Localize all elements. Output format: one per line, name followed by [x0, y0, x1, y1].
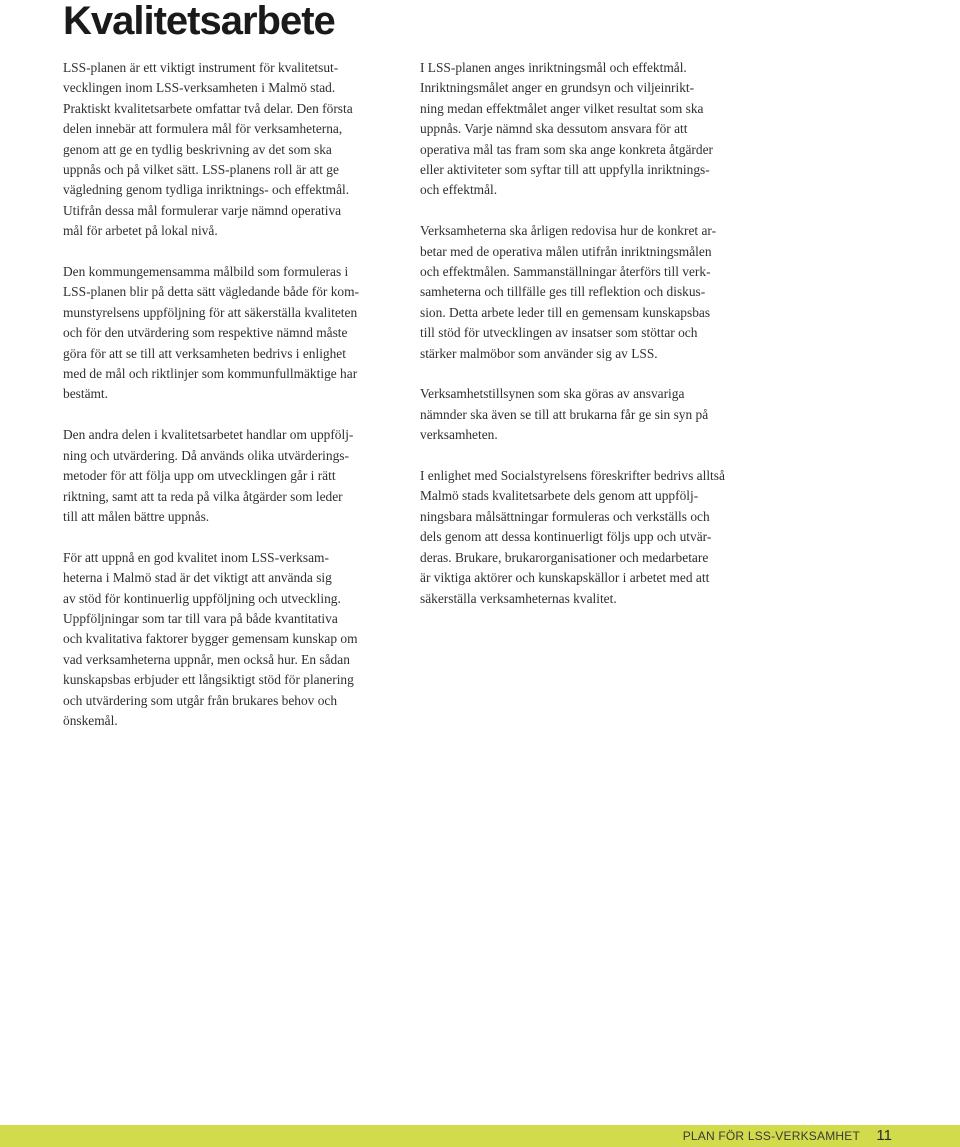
text-line: Verksamhetstillsynen som ska göras av ansvariga — [420, 386, 685, 402]
text-line: sion. Detta arbete leder till en gemensam kunskapsbas — [420, 304, 711, 320]
text-line: Uppföljningar som tar till vara på både kvantitativa — [63, 610, 338, 626]
text-line: stärker malmöbor som använder sig av LSS. — [420, 345, 658, 361]
text-line: För att uppnå en god kvalitet inom LSS-verksam- — [63, 549, 329, 565]
left-column-paragraph — [63, 548, 383, 732]
text-line: LSS-planen blir på detta sätt vägledande både för kom- — [63, 284, 359, 300]
left-column-paragraph — [63, 425, 383, 527]
text-line: med de mål och riktlinjer som kommunfullmäktige har — [63, 366, 358, 382]
text-line: vad verksamheterna uppnår, men också hur. En sådan — [63, 651, 350, 667]
footer-bar — [0, 1125, 960, 1147]
text-line: kunskapsbas erbjuder ett långsiktigt stöd för planering — [63, 672, 354, 688]
text-line: heterna i Malmö stad är det viktigt att använda sig — [63, 570, 332, 586]
text-line: säkerställa verksamheternas kvalitet. — [420, 590, 617, 606]
text-line: och utvärdering som utgår från brukares behov och — [63, 692, 338, 708]
right-text-column — [420, 58, 740, 629]
text-line: uppnås och på vilket sätt. LSS-planens roll är att ge — [63, 162, 339, 178]
text-line: ning och utvärdering. Då används olika utvärderings- — [63, 447, 349, 463]
page-title: Kvalitetsarbete — [63, 0, 335, 43]
right-column-paragraph — [420, 466, 740, 609]
text-line: uppnås. Varje nämnd ska dessutom ansvara för att — [420, 121, 688, 137]
text-line: till stöd för utvecklingen av insatser som stöttar och — [420, 325, 698, 341]
text-line: Malmö stads kvalitetsarbete dels genom att uppfölj- — [420, 488, 699, 504]
text-line: Utifrån dessa mål formulerar varje nämnd operativa — [63, 202, 342, 218]
text-line: I LSS-planen anges inriktningsmål och effektmål. — [420, 60, 687, 75]
text-line: bestämt. — [63, 386, 108, 402]
text-line: vecklingen inom LSS-verksamheten i Malmö stad. — [63, 80, 336, 96]
text-line: Praktiskt kvalitetsarbete omfattar två delar. Den första — [63, 100, 353, 116]
text-line: betar med de operativa målen utifrån inriktningsmålen — [420, 243, 712, 259]
text-line: riktning, samt att ta reda på vilka åtgärder som leder — [63, 488, 343, 504]
text-line: operativa mål tas fram som ska ange konkreta åtgärder — [420, 141, 713, 157]
right-column-paragraph — [420, 221, 740, 364]
text-line: Den andra delen i kvalitetsarbetet handlar om uppfölj- — [63, 427, 354, 443]
text-line: vägledning genom tydliga inriktnings- och effektmål. — [63, 182, 350, 198]
text-line: nämnder ska även se till att brukarna får ge sin syn på — [420, 406, 709, 422]
text-line: genom att ge en tydlig beskrivning av det som ska — [63, 141, 332, 157]
text-line: delen innebär att formulera mål för verksamheterna, — [63, 121, 343, 137]
text-line: munstyrelsens uppföljning för att säkerställa kvaliteten — [63, 304, 358, 320]
text-line: verksamheten. — [420, 427, 498, 443]
text-line: göra för att se till att verksamheten bedrivs i enlighet — [63, 345, 346, 361]
footer-document-title: PLAN FÖR LSS-VERKSAMHET — [682, 1129, 860, 1143]
text-line: Inriktningsmålet anger en grundsyn och viljeinrikt- — [420, 80, 695, 96]
text-line: och effektmålen. Sammanställningar återförs till verk- — [420, 264, 711, 280]
left-text-column — [63, 58, 383, 752]
text-line: metoder för att följa upp om utvecklingen går i rätt — [63, 468, 336, 484]
text-line: önskemål. — [63, 712, 118, 728]
left-column-paragraph — [63, 262, 383, 405]
text-line: Den kommungemensamma målbild som formuleras i — [63, 264, 349, 280]
text-line: eller aktiviteter som syftar till att uppfylla inriktnings- — [420, 162, 710, 178]
right-column-paragraph — [420, 384, 740, 445]
page-number: 11 — [876, 1127, 892, 1144]
text-line: I enlighet med Socialstyrelsens föreskrifter bedrivs alltså — [420, 468, 725, 484]
text-line: deras. Brukare, brukarorganisationer och medarbetare — [420, 549, 709, 565]
text-line: dels genom att dessa kontinuerligt följs upp och utvär- — [420, 529, 712, 545]
text-line: och effektmål. — [420, 182, 498, 198]
text-line: Verksamheterna ska årligen redovisa hur de konkret ar- — [420, 223, 717, 239]
text-line: och kvalitativa faktorer bygger gemensam kunskap om — [63, 631, 358, 647]
text-line: samheterna och tillfälle ges till reflektion och diskus- — [420, 284, 706, 300]
text-line: är viktiga aktörer och kunskapskällor i arbetet med att — [420, 570, 710, 586]
text-line: av stöd för kontinuerlig uppföljning och utveckling. — [63, 590, 341, 606]
left-column-paragraph — [63, 58, 383, 242]
text-line: ning medan effektmålet anger vilket resultat som ska — [420, 100, 704, 116]
text-line: ningsbara målsättningar formuleras och verkställs och — [420, 508, 710, 524]
right-column-paragraph — [420, 58, 740, 201]
text-line: LSS-planen är ett viktigt instrument för kvalitetsut- — [63, 60, 339, 75]
text-line: till att målen bättre uppnås. — [63, 508, 210, 524]
text-line: mål för arbetet på lokal nivå. — [63, 223, 218, 239]
text-line: och för den utvärdering som respektive nämnd måste — [63, 325, 348, 341]
